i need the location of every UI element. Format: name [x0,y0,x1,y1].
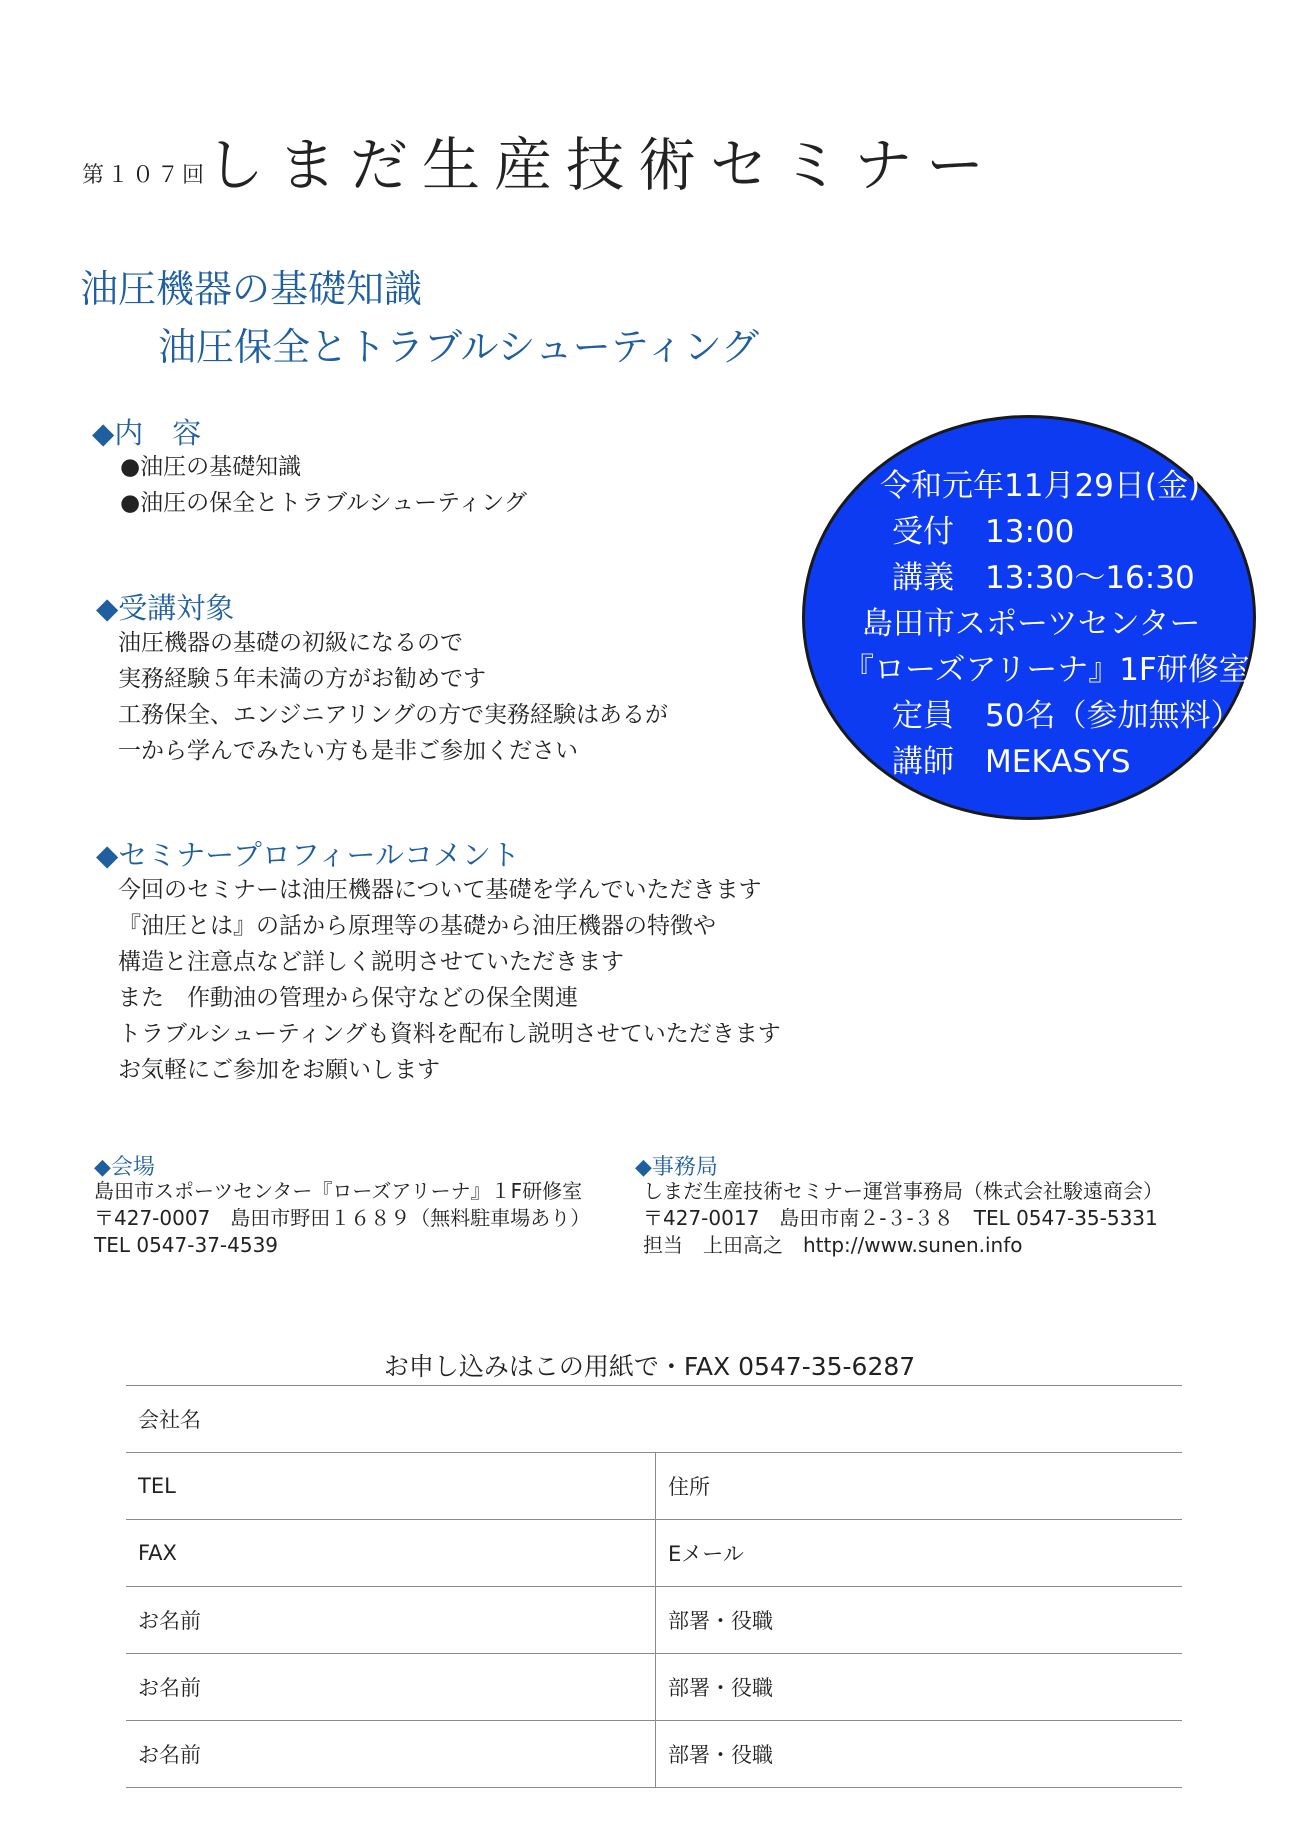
dept-field[interactable] [656,1721,1182,1787]
event-date: 令和元年11月29日(金) [880,468,1201,504]
application-form [126,1385,1182,1788]
venue-details [94,1178,590,1259]
form-row-attendee [126,1586,1182,1653]
form-caption: お申し込みはこの用紙で・FAX 0547-35-6287 [383,1352,916,1381]
tel-field[interactable] [126,1453,656,1519]
name-label: お名前 [138,1609,201,1633]
office-name: しまだ生産技術セミナー運営事務局（株式会社駿遠商会） [643,1179,1163,1203]
office-heading: ◆事務局 [635,1155,718,1180]
form-row-company [126,1385,1182,1452]
fax-label: FAX [138,1541,177,1565]
name-label: お名前 [138,1743,201,1767]
target-heading: ◆受講対象 [96,591,235,625]
company-label: 会社名 [138,1408,201,1432]
profile-text [118,872,781,1088]
name-label: お名前 [138,1676,201,1700]
profile-line: トラブルシューティングも資料を配布し説明させていただきます [118,1021,781,1047]
email-field[interactable] [656,1520,1182,1586]
target-line: 工務保全、エンジニアリングの方で実務経験はあるが [118,702,669,728]
profile-line: 『油圧とは』の話から原理等の基礎から油圧機器の特徴や [118,913,716,939]
subtitle-2: 油圧保全とトラブルシューティング [158,325,759,369]
company-field[interactable] [126,1386,1182,1452]
dept-label: 部署・役職 [668,1676,773,1700]
event-capacity: 定員 50名（参加無料） [892,698,1242,734]
contents-item: ●油圧の保全とトラブルシューティング [120,490,527,516]
venue-phone: TEL 0547-37-4539 [94,1233,279,1257]
contents-list [120,449,527,521]
form-row-fax [126,1519,1182,1586]
dept-field[interactable] [656,1654,1182,1720]
form-row-tel [126,1452,1182,1519]
dept-label: 部署・役職 [668,1743,773,1767]
target-line: 実務経験５年未満の方がお勧めです [118,666,486,692]
email-label: Eメール [668,1542,744,1566]
contents-heading: ◆内 容 [92,416,202,450]
profile-heading: ◆セミナープロフィールコメント [96,838,520,872]
name-field[interactable] [126,1587,656,1653]
venue-address-line: 〒427-0007 島田市野田１６８９（無料駐車場あり） [94,1206,591,1230]
office-details [643,1178,1163,1259]
event-instructor: 講師 MEKASYS [892,744,1131,780]
subtitle-1: 油圧機器の基礎知識 [80,267,423,311]
name-field[interactable] [126,1721,656,1787]
office-contact: 担当 上田高之 http://www.sunen.info [643,1233,1023,1257]
page-title: しまだ生産技術セミナー [206,131,999,199]
venue-heading: ◆会場 [94,1155,155,1180]
office-address: 〒427-0017 島田市南２-３-３８ TEL 0547-35-5331 [643,1206,1158,1230]
profile-line: お気軽にご参加をお願いします [118,1057,440,1083]
series-number: 第１０７回 [82,163,208,188]
target-line: 一から学んでみたい方も是非ご参加ください [118,738,578,764]
profile-line: また 作動油の管理から保守などの保全関連 [118,985,578,1011]
form-row-attendee [126,1720,1182,1788]
name-field[interactable] [126,1654,656,1720]
profile-line: 構造と注意点など詳しく説明させていただきます [118,949,624,975]
event-lecture-time: 講義 13:30～16:30 [892,560,1195,596]
event-venue: 島田市スポーツセンター [862,606,1201,642]
contents-item: ●油圧の基礎知識 [120,454,302,480]
address-label: 住所 [668,1475,710,1499]
profile-line: 今回のセミナーは油圧機器について基礎を学んでいただきます [118,877,762,903]
target-text [118,625,668,769]
fax-field[interactable] [126,1520,656,1586]
venue-address-line: 島田市スポーツセンター『ローズアリーナ』１F研修室 [94,1179,583,1203]
event-venue-room: 『ローズアリーナ』1F研修室 [843,652,1250,688]
event-reception: 受付 13:00 [892,514,1075,550]
target-line: 油圧機器の基礎の初級になるので [118,630,463,656]
form-row-attendee [126,1653,1182,1720]
tel-label: TEL [138,1474,176,1498]
dept-field[interactable] [656,1587,1182,1653]
dept-label: 部署・役職 [668,1609,773,1633]
address-field[interactable] [656,1453,1182,1519]
